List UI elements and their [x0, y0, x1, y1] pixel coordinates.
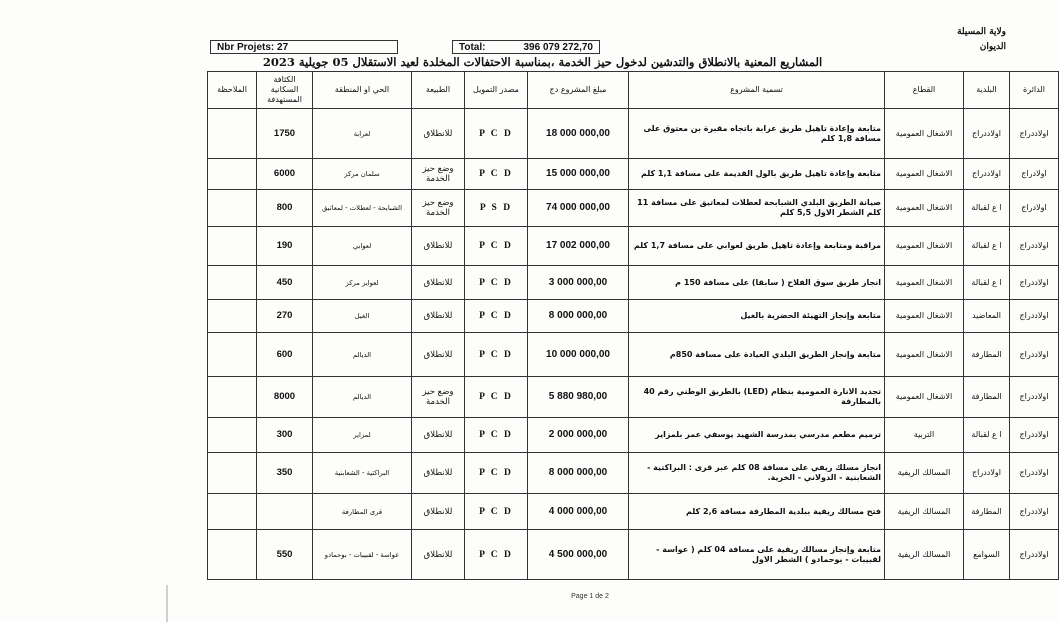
- cell-project-name: ترميم مطعم مدرسي بمدرسة الشهيد يوسفي عمر بلمزاير: [629, 418, 885, 453]
- cell-daira: اولاددراج: [1010, 418, 1059, 453]
- col-header-funding: مصدر التمويل: [465, 72, 528, 109]
- table-body: [208, 109, 1059, 580]
- table-row: [208, 530, 1059, 580]
- cell-nature: وضع حيز الخدمة: [412, 190, 465, 227]
- table-row: [208, 494, 1059, 530]
- cell-funding: P C D: [465, 227, 528, 266]
- cell-project-name: فتح مسالك ريفية ببلدية المطارفة مسافة 2,6 كلم: [629, 494, 885, 530]
- cell-area: الشبابحة - لعطلات - لمعاتيق: [313, 190, 412, 227]
- projects-count-box: [210, 40, 398, 54]
- cell-sector: المسالك الريفية: [885, 494, 964, 530]
- cell-population: 6000: [257, 159, 313, 190]
- col-header-sector: القطاع: [885, 72, 964, 109]
- cell-commune: اولاددراج: [964, 159, 1010, 190]
- cell-amount: 10 000 000,00: [528, 333, 629, 377]
- total-label: Total:: [459, 42, 486, 53]
- cell-sector: الاشغال العمومية: [885, 266, 964, 300]
- cell-nature: للانطلاق: [412, 109, 465, 159]
- table-row: [208, 190, 1059, 227]
- cell-funding: P C D: [465, 159, 528, 190]
- cell-remark: [208, 266, 257, 300]
- cell-sector: الاشغال العمومية: [885, 300, 964, 333]
- cell-area: البراكتية - الشعابنية: [313, 453, 412, 494]
- cell-project-name: تجديد الانارة العمومية بنظام (LED) بالطريق الوطني رقم 40 بالمطارفة: [629, 377, 885, 418]
- cell-population: 350: [257, 453, 313, 494]
- table-row: [208, 227, 1059, 266]
- cell-population: 550: [257, 530, 313, 580]
- cell-daira: اولاددراج: [1010, 109, 1059, 159]
- cell-area: قرى المطارفة: [313, 494, 412, 530]
- cell-commune: ا ع لقبالة: [964, 190, 1010, 227]
- cell-nature: وضع حيز الخدمة: [412, 159, 465, 190]
- cell-sector: الاشغال العمومية: [885, 227, 964, 266]
- cell-daira: اولاددراج: [1010, 530, 1059, 580]
- cell-area: سلمان مركز: [313, 159, 412, 190]
- table-row: [208, 159, 1059, 190]
- cell-daira: اولاددراج: [1010, 333, 1059, 377]
- cell-funding: P C D: [465, 530, 528, 580]
- cell-funding: P C D: [465, 109, 528, 159]
- cell-commune: ا ع لقبالة: [964, 418, 1010, 453]
- cell-remark: [208, 418, 257, 453]
- cell-amount: 4 000 000,00: [528, 494, 629, 530]
- cell-amount: 74 000 000,00: [528, 190, 629, 227]
- cell-area: الديالم: [313, 377, 412, 418]
- cell-amount: 3 000 000,00: [528, 266, 629, 300]
- projects-table: [207, 71, 1059, 580]
- cell-population: 270: [257, 300, 313, 333]
- cell-commune: المطارفة: [964, 333, 1010, 377]
- cell-nature: للانطلاق: [412, 494, 465, 530]
- table-row: [208, 109, 1059, 159]
- cell-daira: اولاددراج: [1010, 377, 1059, 418]
- header-wilaya: ولاية المسيلة: [957, 27, 1006, 37]
- cell-nature: للانطلاق: [412, 530, 465, 580]
- cell-amount: 17 002 000,00: [528, 227, 629, 266]
- cell-population: 1750: [257, 109, 313, 159]
- cell-funding: P C D: [465, 494, 528, 530]
- col-header-project-name: تسمية المشروع: [629, 72, 885, 109]
- cell-remark: [208, 190, 257, 227]
- cell-funding: P C D: [465, 377, 528, 418]
- table-row: [208, 377, 1059, 418]
- cell-project-name: صيانة الطريق البلدي الشبابحة لعطلات لمعاتيق على مسافة 11 كلم الشطر الاول 5,5 كلم: [629, 190, 885, 227]
- cell-funding: P C D: [465, 300, 528, 333]
- col-header-nature: الطبيعة: [412, 72, 465, 109]
- projects-count-value: 27: [277, 42, 289, 53]
- page-number: Page 1 de 2: [571, 593, 609, 600]
- cell-population: 800: [257, 190, 313, 227]
- cell-area: لعرابة: [313, 109, 412, 159]
- cell-commune: السوامع: [964, 530, 1010, 580]
- col-header-daira: الدائرة: [1010, 72, 1059, 109]
- cell-remark: [208, 109, 257, 159]
- cell-area: لعوابي: [313, 227, 412, 266]
- cell-population: [257, 494, 313, 530]
- cell-nature: وضع حيز الخدمة: [412, 377, 465, 418]
- total-box: [452, 40, 600, 54]
- cell-sector: التربية: [885, 418, 964, 453]
- cell-nature: للانطلاق: [412, 333, 465, 377]
- cell-remark: [208, 494, 257, 530]
- cell-project-name: متابعة وإنجاز التهيئة الحضرية بالغيل: [629, 300, 885, 333]
- cell-amount: 5 880 980,00: [528, 377, 629, 418]
- col-header-remark: الملاحظة: [208, 72, 257, 109]
- cell-nature: للانطلاق: [412, 227, 465, 266]
- cell-commune: المطارفة: [964, 377, 1010, 418]
- cell-nature: للانطلاق: [412, 300, 465, 333]
- table-row: [208, 333, 1059, 377]
- cell-sector: المسالك الريفية: [885, 530, 964, 580]
- cell-daira: اولاددراج: [1010, 300, 1059, 333]
- header-authority: [957, 25, 1006, 55]
- cell-funding: P C D: [465, 453, 528, 494]
- cell-remark: [208, 333, 257, 377]
- cell-sector: الاشغال العمومية: [885, 109, 964, 159]
- cell-project-name: متابعة وإعادة تاهيل طريق عرابة باتجاه مقبرة بن معتوق على مسافة 1,8 كلم: [629, 109, 885, 159]
- cell-population: 600: [257, 333, 313, 377]
- header-office: الديوان: [979, 42, 1006, 52]
- cell-project-name: مراقبة ومتابعة وإعادة تاهيل طريق لعوابي على مسافة 1,7 كلم: [629, 227, 885, 266]
- cell-population: 190: [257, 227, 313, 266]
- cell-daira: اولاددراج: [1010, 227, 1059, 266]
- cell-funding: P S D: [465, 190, 528, 227]
- cell-sector: المسالك الريفية: [885, 453, 964, 494]
- cell-sector: الاشغال العمومية: [885, 159, 964, 190]
- cell-commune: ا ع لقبالة: [964, 266, 1010, 300]
- cell-commune: ا ع لقبالة: [964, 227, 1010, 266]
- cell-population: 450: [257, 266, 313, 300]
- cell-sector: الاشغال العمومية: [885, 190, 964, 227]
- col-header-area: الحي او المنطقة: [313, 72, 412, 109]
- col-header-amount: مبلغ المشروع دج: [528, 72, 629, 109]
- cell-area: عواسة - لقبيبات - بوحمادو: [313, 530, 412, 580]
- cell-area: لعوايز مركز: [313, 266, 412, 300]
- cell-commune: اولاددراج: [964, 109, 1010, 159]
- cell-population: 300: [257, 418, 313, 453]
- cell-remark: [208, 530, 257, 580]
- cell-project-name: متابعة وإنجاز الطريق البلدي العيادة على مسافة 850م: [629, 333, 885, 377]
- cell-sector: الاشغال العمومية: [885, 377, 964, 418]
- cell-amount: 8 000 000,00: [528, 453, 629, 494]
- table-row: [208, 300, 1059, 333]
- cell-population: 8000: [257, 377, 313, 418]
- cell-commune: اولاددراج: [964, 453, 1010, 494]
- cell-nature: للانطلاق: [412, 266, 465, 300]
- cell-remark: [208, 300, 257, 333]
- document-title: المشاريع المعنية بالانطلاق والتدشين لدخول حيز الخدمة ،بمناسبة الاحتفالات المخلدة لعيد الاستقلال 05 جويلية 2023: [262, 55, 823, 69]
- cell-area: الديالم: [313, 333, 412, 377]
- cell-project-name: متابعة وإعادة تاهيل طريق بالول القديمة على مسافة 1,1 كلم: [629, 159, 885, 190]
- cell-project-name: انجاز طريق سوق الفلاح ( سابقا) على مسافة 150 م: [629, 266, 885, 300]
- col-header-commune: البلدية: [964, 72, 1010, 109]
- cell-nature: للانطلاق: [412, 418, 465, 453]
- cell-amount: 18 000 000,00: [528, 109, 629, 159]
- table-row: [208, 453, 1059, 494]
- col-header-population: الكثافة السكانية المستهدفة: [257, 72, 313, 109]
- cell-daira: اولاددراج: [1010, 453, 1059, 494]
- cell-nature: للانطلاق: [412, 453, 465, 494]
- cell-daira: اولادراج: [1010, 159, 1059, 190]
- cell-remark: [208, 159, 257, 190]
- cell-daira: اولاددراج: [1010, 266, 1059, 300]
- table-row: [208, 266, 1059, 300]
- table-row: [208, 418, 1059, 453]
- cell-funding: P C D: [465, 418, 528, 453]
- scan-edge-line: [166, 585, 168, 622]
- cell-daira: اولاددراج: [1010, 494, 1059, 530]
- cell-sector: الاشغال العمومية: [885, 333, 964, 377]
- cell-amount: 8 000 000,00: [528, 300, 629, 333]
- cell-remark: [208, 453, 257, 494]
- projects-count-label: Nbr Projets:: [217, 42, 275, 53]
- cell-project-name: انجاز مسلك ريفي على مسافة 08 كلم عبر قرى : البراكتية - الشعابنية - الدولاني - الخرية.: [629, 453, 885, 494]
- cell-project-name: متابعة وإنجاز مسالك ريفية على مسافة 04 كلم ( عواسة - لقبيبات - بوحمادو ) الشطر الاول: [629, 530, 885, 580]
- cell-funding: P C D: [465, 333, 528, 377]
- table-header-row: [208, 72, 1059, 109]
- cell-daira: اولادراج: [1010, 190, 1059, 227]
- cell-amount: 15 000 000,00: [528, 159, 629, 190]
- cell-amount: 2 000 000,00: [528, 418, 629, 453]
- cell-commune: المعاضيد: [964, 300, 1010, 333]
- cell-area: لمزاير: [313, 418, 412, 453]
- cell-area: الغيل: [313, 300, 412, 333]
- cell-commune: المطارفة: [964, 494, 1010, 530]
- cell-funding: P C D: [465, 266, 528, 300]
- cell-remark: [208, 227, 257, 266]
- total-value: 396 079 272,70: [523, 42, 593, 53]
- cell-amount: 4 500 000,00: [528, 530, 629, 580]
- cell-remark: [208, 377, 257, 418]
